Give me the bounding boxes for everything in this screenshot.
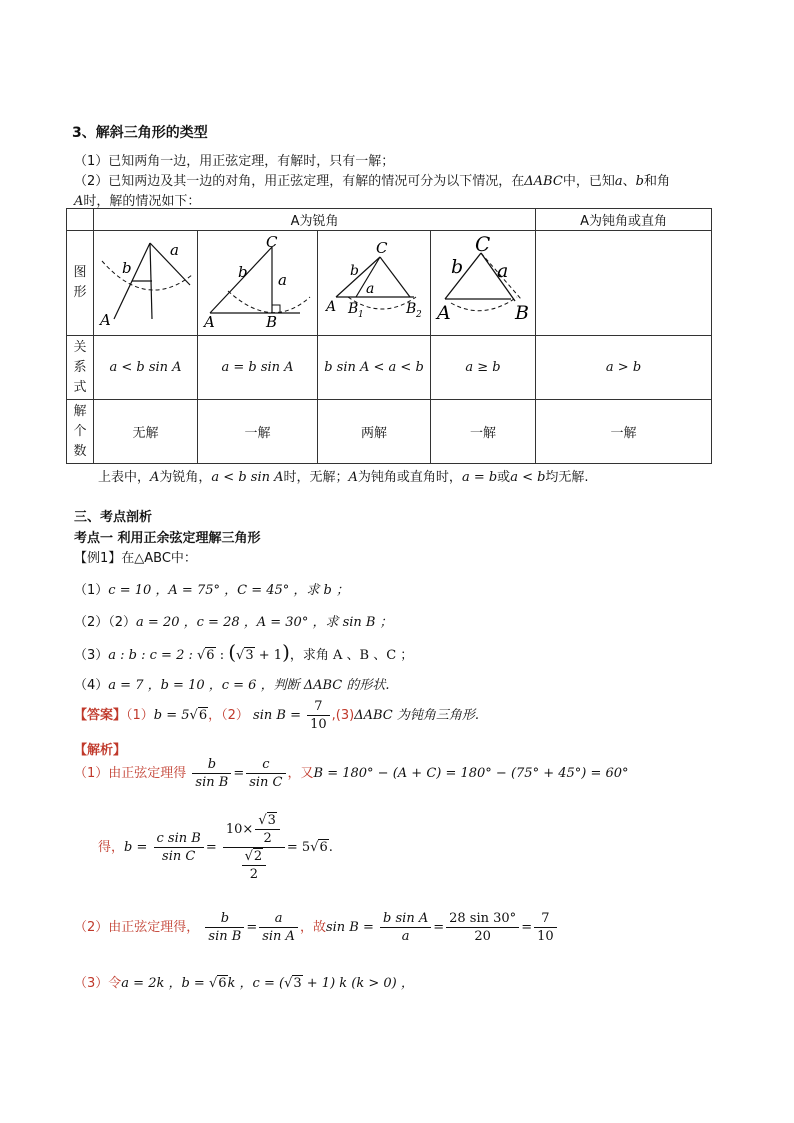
label-B1: B: [348, 301, 359, 317]
count-cell: 一解: [198, 400, 318, 464]
section-heading: 3、解斜三角形的类型: [72, 125, 208, 141]
figure-2: [198, 231, 318, 331]
figure-one-solution-right: [198, 231, 318, 336]
relation-cell: a < b sin A: [94, 336, 198, 400]
figure-one-solution: [431, 231, 536, 336]
figure-obtuse-empty: [536, 231, 712, 336]
label-b: b: [451, 256, 464, 278]
section-three-heading: 三、考点剖析: [74, 510, 153, 525]
analysis-tag: 【解析】: [74, 743, 127, 758]
solution-3: （3）令a = 2k ，b = √6k ，c = (√3 + 1) k (k > 0) ，: [74, 976, 414, 991]
label-a: a: [278, 271, 287, 289]
label-b: b: [122, 259, 132, 277]
question-4: （4）a = 7 ，b = 10 ，c = 6 ，判断 ΔABC 的形状.: [74, 678, 390, 693]
relation-cell: b sin A < a < b: [318, 336, 431, 400]
label-A: A: [100, 311, 111, 329]
solution-2: （2）由正弦定理得， $\frac{b}{\text{sin B}}$ = $\frac{a}{\text{sin A}}$ ，故sin B = $\frac{\text{b sin A}}{a}$ = $\frac{28 \sin 30^\circ}{20}$ = $\frac{7}{10}$: [74, 910, 559, 945]
solution-1: （1）由正弦定理得 $\frac{b}{\text{sin B}}$ = $\frac{c}{\text{sin C}}$ ，又B = 180° − (A + C) = 180° − (75° + 45°) = 60°: [74, 757, 629, 790]
label-A: A: [437, 302, 451, 324]
label-C: C: [475, 232, 491, 256]
label-A: A: [204, 313, 215, 331]
relation-cell: a = b sin A: [198, 336, 318, 400]
table-corner: [67, 209, 94, 231]
label-C: C: [376, 239, 388, 257]
header-acute: A为锐角: [94, 209, 536, 231]
relation-cell: a > b: [536, 336, 712, 400]
figure-4: [431, 231, 536, 331]
figure-no-solution: [94, 231, 198, 336]
count-cell: 两解: [318, 400, 431, 464]
relation-cell: a ≥ b: [431, 336, 536, 400]
count-cell: 一解: [431, 400, 536, 464]
label-a: a: [170, 241, 179, 259]
label-a: a: [497, 260, 509, 282]
figure-two-solutions: [318, 231, 431, 336]
subscript-2: 2: [416, 310, 422, 320]
count-cell: 一解: [536, 400, 712, 464]
topic-heading: 考点一 利用正余弦定理解三角形: [74, 531, 261, 546]
question-2: （2）（2）a = 20 ，c = 28 ，A = 30° ，求 sin B ；: [74, 615, 393, 630]
label-b: b: [238, 263, 248, 281]
paragraph-1: （1）已知两角一边，用正弦定理，有解时，只有一解；: [74, 154, 395, 169]
subscript-1: 1: [358, 310, 364, 320]
label-B2: B: [406, 301, 417, 317]
example-title: 【例1】在△ABC中：: [74, 551, 197, 566]
question-3: （3）a : b : c = 2 : √6 : (√3 + 1)，求角 A 、B 、C ；: [74, 640, 414, 664]
solution-cases-table: [66, 208, 712, 464]
question-1: （1）c = 10 ，A = 75° ，C = 45° ，求 b ；: [74, 583, 349, 598]
row-head-relation: 关 系 式: [67, 336, 94, 400]
solution-1-cont: 得，b = $\frac{\text{c sin B}}{\text{sin C}}$ = 10× $\frac{√3}{2}$ $\frac{√2}{2}$ = 5√6.: [98, 813, 333, 882]
label-B: B: [515, 302, 529, 324]
figure-1: [94, 231, 198, 331]
label-b: b: [350, 263, 359, 279]
label-B: B: [266, 313, 278, 331]
paragraph-2-cont: A时，解的情况如下：: [74, 194, 201, 209]
label-A: A: [326, 299, 337, 315]
row-head-figure: 图 形: [67, 231, 94, 336]
figure-3: [318, 231, 431, 331]
header-obtuse: A为钝角或直角: [536, 209, 712, 231]
label-a: a: [366, 281, 375, 297]
count-cell: 无解: [94, 400, 198, 464]
paragraph-2: （2）已知两边及其一边的对角，用正弦定理，有解的情况可分为以下情况，在ΔABC中，已知a、b和角: [74, 174, 670, 189]
row-head-count: 解 个 数: [67, 400, 94, 464]
answer-line: 【答案】（1）b = 5√6，（2） sin B = $\frac{7}{10}$ ,(3)ΔABC 为钝角三角形.: [74, 699, 479, 732]
label-C: C: [266, 233, 278, 251]
table-note: 上表中，A为锐角，a < b sin A时，无解；A为钝角或直角时，a = b或a < b均无解.: [98, 470, 589, 485]
